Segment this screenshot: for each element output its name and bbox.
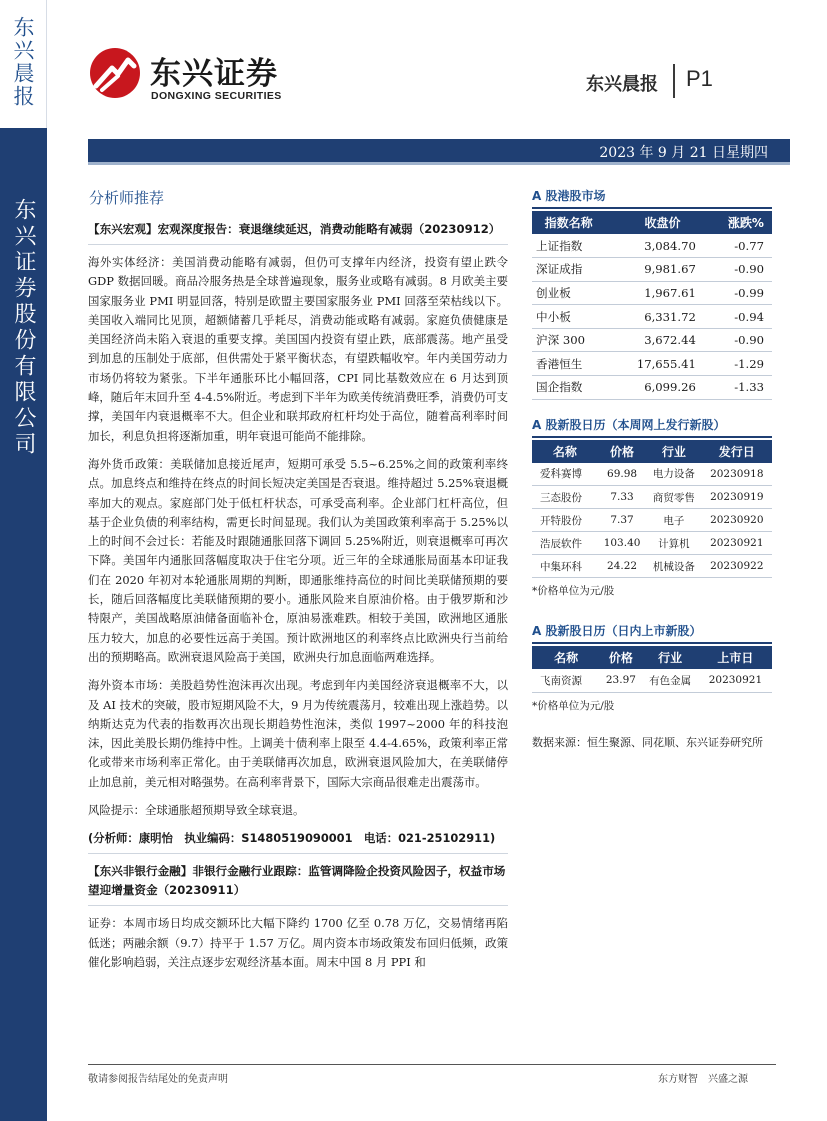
ipo-industry: 电子 [646, 509, 701, 532]
analyst-info: (分析师：康明怡 执业编码：S1480519090001 电话：021-25102911) [88, 829, 508, 854]
ipo-today-header-price: 价格 [600, 646, 641, 669]
article-1-paragraph: 海外实体经济：美国消费动能略有减弱，但仍可支撑年内经济，投资有望止跌令 GDP 数据回暖。商品冷服务热是全球普遍现象，服务业或略有减弱。8 月欧美主要国家服务业 PMI 明显回落，特别是欧盟主要国家服务业 PMI 回落至荣枯线以下。美国收入端同比见顶，超额储蓄几乎耗尽，消费动能或略有减弱。家庭负债健康是美国经济尚未陷入衰退的重要支撑。美国国内投资有望止跌，底部震荡。地产虽受到加息的压制处于底部，但供需处于紧平衡状态，有望跌幅收窄。年内美国劳动力市场仍将较为紧张。下半年通胀环比小幅回落，CPI 同比基数效应在 6 月达到顶峰，随后年末回升至 4-4.5%附近。考虑到下半年为欧美传统消费旺季，消费仍可支撑，美国年内衰退概率不大。但企业和联邦政府杠杆均处于高位，随着高利率时间加长，利息负担将逐渐加重，明年衰退可能尚不能排除。 [88, 255, 508, 443]
table-row [532, 281, 772, 305]
index-header-close: 收盘价 [605, 211, 720, 234]
ipo-date: 20230921 [702, 532, 772, 555]
index-change: -0.90 [720, 328, 772, 352]
index-change: -1.33 [720, 376, 772, 400]
index-close: 3,672.44 [605, 328, 720, 352]
index-change: -0.90 [720, 258, 772, 282]
ipo-today-header-date: 上市日 [699, 646, 772, 669]
ipo-week-header-price: 价格 [598, 440, 646, 463]
index-close: 9,981.67 [605, 258, 720, 282]
table-row [532, 234, 772, 258]
index-change: -1.29 [720, 352, 772, 376]
ipo-today-header-industry: 行业 [641, 646, 698, 669]
ipo-industry: 计算机 [646, 532, 701, 555]
ipo-name: 浩辰软件 [532, 532, 598, 555]
ipo-industry: 机械设备 [646, 555, 701, 578]
side-report-name: 东兴晨报 [11, 16, 35, 108]
article-2-title: 非银行金融行业跟踪：监管调降险企投资风险因子，权益市场望迎增量资金（20230911） [88, 864, 506, 898]
ipo-name: 中集环科 [532, 555, 598, 578]
page-number: P1 [686, 66, 713, 91]
table-row [532, 555, 772, 578]
ipo-date: 20230919 [702, 486, 772, 509]
main-column [88, 220, 508, 981]
ipo-date: 20230921 [699, 669, 772, 692]
ipo-week-header-name: 名称 [532, 440, 598, 463]
article-1-tag: 【东兴宏观】 [88, 222, 158, 236]
footer-divider [88, 1064, 776, 1065]
article-1-paragraph: 海外资本市场：美股趋势性泡沫再次出现。考虑到年内美国经济衰退概率不大，以及 AI 技术的突破，股市短期风险不大，9 月为传统震荡月，较难出现上涨趋势。以纳斯达克为代表的指数再次出现长期趋势性泡沫，类似 1997~2000 年的科技泡沫，因此美股长期仍维持中性。上调美十债利率上限至 4.4-4.65%，政策利率正常化或带来市场利率正常化。由于美联储再次加息，欧洲衰退风险加大，在美联储停止加息前，美元相对略强势。在高利率背景下，国际大宗商品很难走出震荡市。 [88, 678, 508, 789]
article-1-title: 宏观深度报告：衰退继续延迟，消费动能略有减弱（20230912） [157, 222, 501, 236]
index-name: 创业板 [532, 281, 605, 305]
article-1-risk-note: 风险提示：全球通胀超预期导致全球衰退。 [88, 803, 305, 818]
ipo-price: 23.97 [600, 669, 641, 692]
article-2-tag: 【东兴非银行金融】 [88, 864, 193, 879]
index-change: -0.77 [720, 234, 772, 258]
ipo-name: 爱科赛博 [532, 463, 598, 486]
logo-text-cn: 东兴证券 [150, 56, 278, 92]
index-name: 深证成指 [532, 258, 605, 282]
ipo-name: 开特股份 [532, 509, 598, 532]
ipo-industry: 电力设备 [646, 463, 701, 486]
index-name: 国企指数 [532, 376, 605, 400]
ipo-week-header-date: 发行日 [702, 440, 772, 463]
date-bar [88, 139, 790, 165]
ipo-price: 103.40 [598, 532, 646, 555]
ipo-week-header-industry: 行业 [646, 440, 701, 463]
article-1-paragraph: 海外货币政策：美联储加息接近尾声，短期可承受 5.5~6.25%之间的政策利率终点。加息终点和维持在终点的时间长短决定美国是否衰退。维持超过 5.25%衰退概率加大的观点。家庭部门处于低杠杆状态，可承受高利率。企业部门杠杆高位，但基于企业负债的利率结构，需更长时间显现。我们认为美国政策利率高于 5.25%以上的时间不会过长：若能及时跟随通胀回落下调回 5.25%附近，则衰退概率可再次下降。美国年内通胀回落幅度取决于住宅分项。近三年的全球通胀局面基本印证我们在 2020 年初对本轮通胀周期的判断，即通胀维持高位的时间比美联储预期的要长，随后回落幅度比美联储预期的要小。通胀风险来自原油价格。由于俄罗斯和沙特限产，美国战略原油储备面临补仓，原油易涨难跌。相较于美国，欧洲地区通胀压力较大，加息的必要性远高于美国。预计欧洲地区的利率终点比欧洲央行当前给出的预期略高。欧洲衰退风险高于美国，欧洲央行加息面临两难选择。 [88, 456, 508, 664]
ipo-date: 20230922 [702, 555, 772, 578]
side-strip-bottom [0, 128, 47, 1121]
ipo-industry: 商贸零售 [646, 486, 701, 509]
footer-disclaimer: 敬请参阅报告结尾处的免责声明 [88, 1074, 228, 1085]
table-row [532, 376, 772, 400]
index-header-change: 涨跌% [720, 211, 772, 234]
index-close: 1,967.61 [605, 281, 720, 305]
report-date: 2023 年 9 月 21 日星期四 [599, 145, 768, 161]
index-table [532, 211, 772, 400]
ipo-week-table [532, 440, 772, 579]
table-row [532, 509, 772, 532]
index-close: 6,331.72 [605, 305, 720, 329]
index-name: 中小板 [532, 305, 605, 329]
footer-slogan: 东方财智 兴盛之源 [658, 1074, 748, 1085]
table-row [532, 463, 772, 486]
ipo-week-title: A 股新股日历（本周网上发行新股） [532, 416, 772, 438]
side-strip-top [0, 0, 47, 128]
ipo-price: 7.37 [598, 509, 646, 532]
ipo-name: 三态股份 [532, 486, 598, 509]
data-source: 数据来源：恒生聚源、同花顺、东兴证券研究所 [532, 735, 763, 749]
header-divider [673, 64, 675, 98]
table-row [532, 328, 772, 352]
ipo-industry: 有色金属 [641, 669, 698, 692]
index-name: 香港恒生 [532, 352, 605, 376]
table-row [532, 305, 772, 329]
index-change: -0.99 [720, 281, 772, 305]
table-row [532, 352, 772, 376]
side-company-name: 东兴证券股份有限公司 [11, 198, 36, 458]
table-row [532, 486, 772, 509]
index-name: 沪深 300 [532, 328, 605, 352]
logo-emblem-icon [88, 46, 142, 100]
report-name: 东兴晨报 [586, 74, 658, 95]
table-row [532, 532, 772, 555]
ipo-price: 7.33 [598, 486, 646, 509]
right-column [532, 187, 772, 752]
section-title: 分析师推荐 [89, 189, 165, 207]
article-1-heading [88, 220, 508, 245]
ipo-price: 24.22 [598, 555, 646, 578]
company-logo [88, 44, 328, 104]
ipo-date: 20230918 [702, 463, 772, 486]
index-close: 6,099.26 [605, 376, 720, 400]
index-close: 17,655.41 [605, 352, 720, 376]
ipo-date: 20230920 [702, 509, 772, 532]
table-row [532, 669, 772, 692]
ipo-name: 飞南资源 [532, 669, 600, 692]
index-name: 上证指数 [532, 234, 605, 258]
ipo-today-table [532, 646, 772, 693]
article-2-heading [88, 862, 508, 906]
index-close: 3,084.70 [605, 234, 720, 258]
index-header-name: 指数名称 [532, 211, 605, 234]
table-row [532, 258, 772, 282]
index-change: -0.94 [720, 305, 772, 329]
ipo-today-title: A 股新股日历（日内上市新股） [532, 622, 772, 644]
ipo-today-header-name: 名称 [532, 646, 600, 669]
article-2-paragraph: 证券：本周市场日均成交额环比大幅下降约 1700 亿至 0.78 万亿，交易情绪再陷低迷；两融余额（9.7）持平于 1.57 万亿。周内资本市场政策发布回归低频，政策催化影响趋弱，关注点逐步宏观经济基本面。周末中国 8 月 PPI 和 [88, 916, 508, 969]
price-unit-note: *价格单位为元/股 [532, 699, 615, 712]
logo-text-en: DONGXING SECURITIES [151, 90, 282, 102]
price-unit-note: *价格单位为元/股 [532, 585, 615, 598]
ipo-price: 69.98 [598, 463, 646, 486]
index-table-title: A 股港股市场 [532, 187, 772, 209]
